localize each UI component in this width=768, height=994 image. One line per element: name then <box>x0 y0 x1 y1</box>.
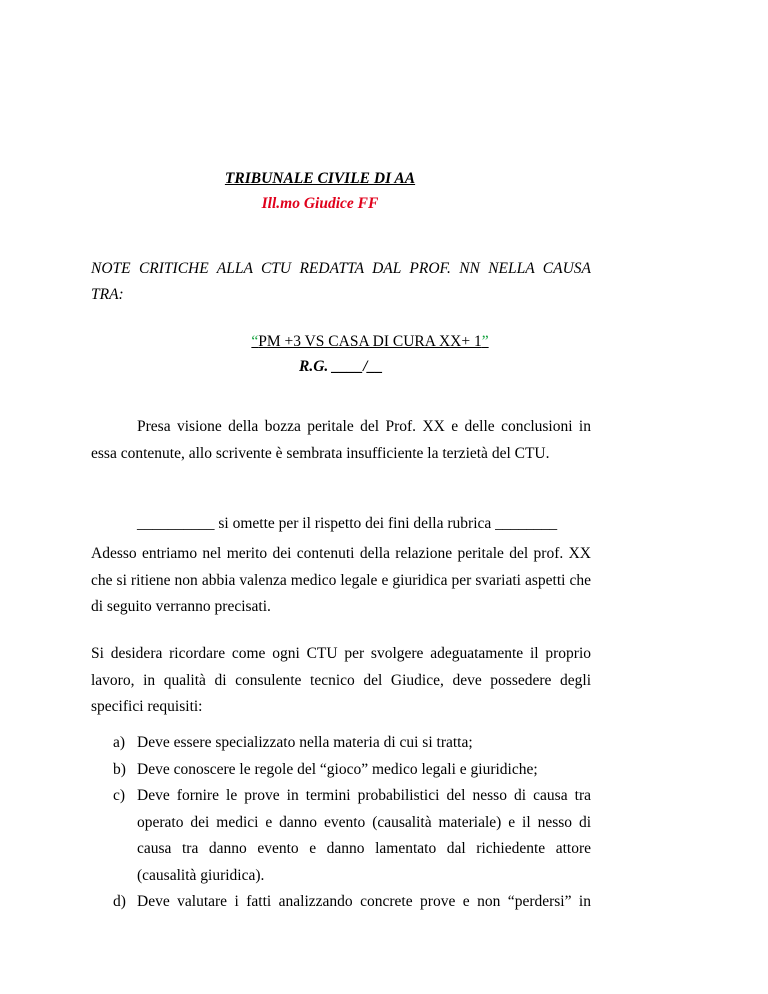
paragraph-1-line-1: Presa visione della bozza peritale del Prof. XX e delle conclusioni in <box>137 418 591 435</box>
paragraph-2-line-3: di seguito verranno precisati. <box>91 598 271 615</box>
case-number: R.G. ____/__ <box>299 358 383 375</box>
paragraph-3-line-2: lavoro, in qualità di consulente tecnico del Giudice, deve possedere degli <box>91 671 591 689</box>
list-item-line: (causalità giuridica). <box>137 866 265 884</box>
list-item-line: Deve valutare i fatti analizzando concrete prove e non “perdersi” in <box>137 893 591 910</box>
list-item-line: causa tra danno evento e danno lamentato dal richiedente attore <box>137 840 591 857</box>
list-marker: b) <box>113 760 126 778</box>
requirements-list <box>91 730 591 916</box>
notes-heading <box>91 256 591 308</box>
judge-salutation: Ill.mo Giudice FF <box>261 195 379 212</box>
paragraph-3 <box>91 641 591 721</box>
list-item-line: Deve fornire le prove in termini probabilistici del nesso di causa tra <box>137 787 591 804</box>
list-marker: a) <box>113 734 126 751</box>
omission-note: __________ si omette per il rispetto dei fini della rubrica ________ <box>137 515 558 532</box>
list-item-line: Deve essere specializzato nella materia di cui si tratta; <box>137 734 473 751</box>
case-parties <box>0 333 740 351</box>
paragraph-3-line-3: specifici requisiti: <box>91 698 203 715</box>
case-parties-text: PM +3 VS CASA DI CURA XX+ 1 <box>258 333 482 350</box>
paragraph-2-line-2: che si ritiene non abbia valenza medico legale e giuridica per svariati aspetti che <box>91 571 591 589</box>
notes-heading-line-2: TRA: <box>91 286 124 303</box>
list-item <box>91 889 591 916</box>
list-item-line: operato dei medici e danno evento (causalità materiale) e il nesso di <box>137 813 591 831</box>
close-quote: ” <box>481 333 489 350</box>
list-item <box>91 730 591 757</box>
paragraph-1-line-2: essa contenute, allo scrivente è sembrata insufficiente la terzietà del CTU. <box>91 444 550 462</box>
notes-heading-line-1: NOTE CRITICHE ALLA CTU REDATTA DAL PROF. NN NELLA CAUSA <box>91 260 591 277</box>
list-item <box>91 757 591 784</box>
paragraph-1 <box>91 414 591 467</box>
court-title: TRIBUNALE CIVILE DI AA <box>224 170 416 187</box>
paragraph-3-line-1: Si desidera ricordare come ogni CTU per svolgere adeguatamente il proprio <box>91 645 591 662</box>
list-marker: c) <box>113 787 126 804</box>
paragraph-2-line-1: Adesso entriamo nel merito dei contenuti della relazione peritale del prof. XX <box>91 545 591 562</box>
list-marker: d) <box>113 893 126 910</box>
list-item-line: Deve conoscere le regole del “gioco” medico legali e giuridiche; <box>137 760 538 778</box>
paragraph-2 <box>91 541 591 621</box>
list-item <box>91 783 591 889</box>
open-quote: “ <box>251 333 259 350</box>
